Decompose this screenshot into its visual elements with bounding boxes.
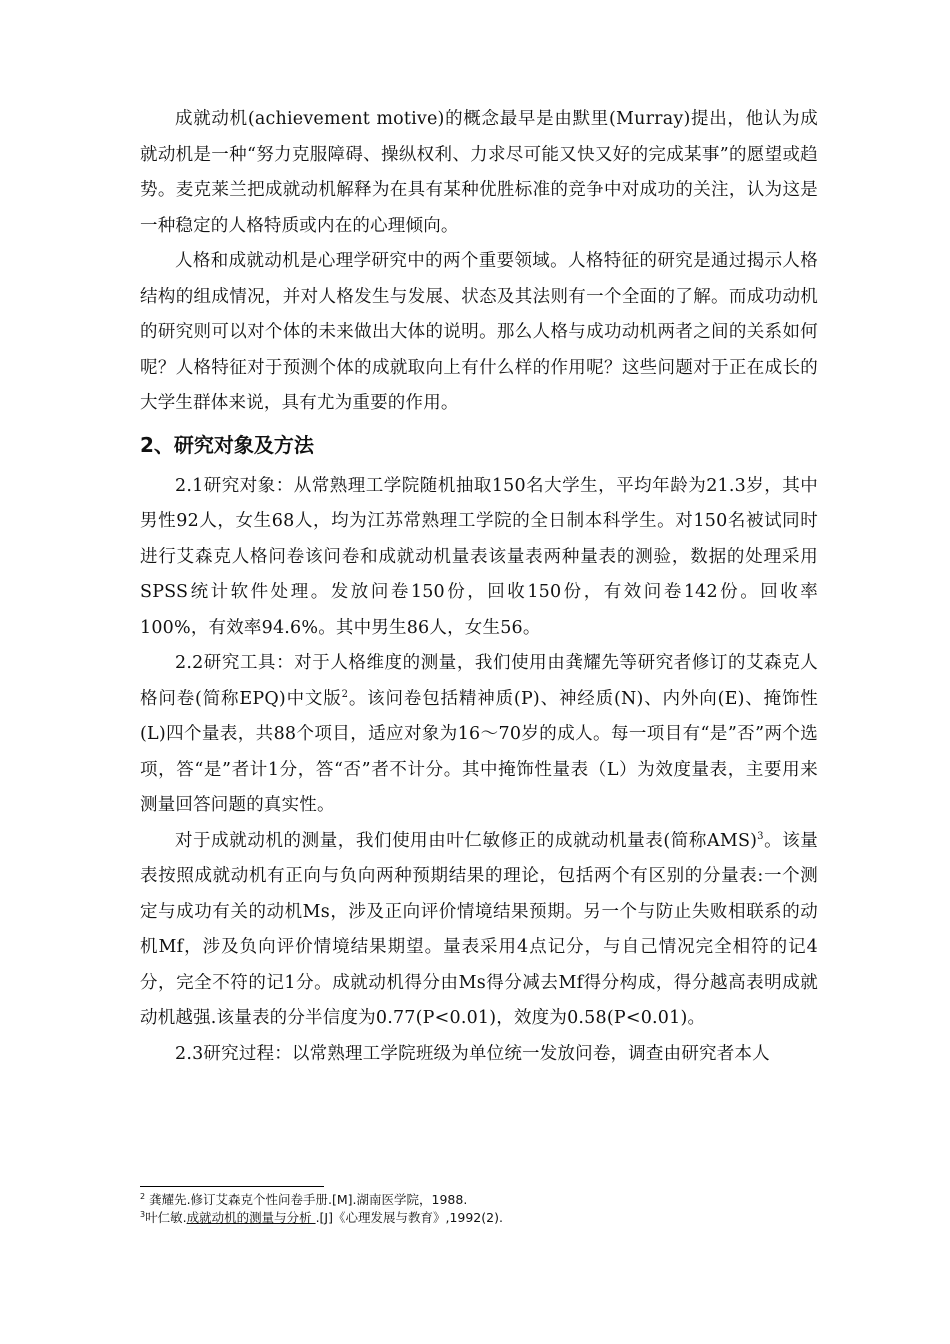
footnote-3-number: 3 — [140, 1209, 146, 1219]
ams-text-cont: 。该量表按照成就动机有正向与负向两种预期结果的理论，包括两个有区别的分量表:一个测定与成功有关的动机Ms，涉及正向评价情境结果预期。另一个与防止失败相联系的动机Mf，涉及负向评价情境结果期望。量表采用4点记分，与自己情况完全相符的记4分，完全不符的记1分。成就动机得分由Ms得分减去Mf得分构成，得分越高表明成就动机越强.该量表的分半信度为0.77(P<0.01)，效度为0.58(P<0.01)。 — [140, 830, 819, 1028]
footnote-ref-2[interactable]: 2 — [341, 688, 349, 700]
paragraph-research-process: 2.3研究过程：以常熟理工学院班级为单位统一发放问卷，调查由研究者本人 — [175, 1043, 770, 1064]
footnote-3 — [140, 1209, 840, 1227]
footnote-3-source: .[J]《心理发展与教育》,1992(2). — [315, 1210, 503, 1225]
footnote-2-number: 2 — [140, 1191, 146, 1201]
research-tools-text: 2.2研究工具：对于人格维度的测量，我们使用由龚耀先等研究者修订的艾森克人格问卷(简称EPQ)中文版 — [140, 653, 818, 709]
footnote-2-text: 龚耀先.修订艾森克个性问卷手册.[M].湖南医学院，1988. — [145, 1192, 468, 1207]
footnote-2 — [140, 1191, 840, 1209]
footnotes — [140, 1191, 840, 1227]
paragraph-personality-and-motive: 人格和成就动机是心理学研究中的两个重要领域。人格特征的研究是通过揭示人格结构的组成情况，并对人格发生与发展、状态及其法则有一个全面的了解。而成功动机的研究则可以对个体的未来做出大体的说明。那么人格与成功动机两者之间的关系如何呢？人格特征对于预测个体的成就取向上有什么样的作用呢？这些问题对于正在成长的大学生群体来说，具有尤为重要的作用。 — [140, 251, 818, 413]
footnote-3-author: 叶仁敏. — [145, 1210, 187, 1225]
paragraph-achievement-motive-definition: 成就动机(achievement motive)的概念最早是由默里(Murray)提出，他认为成就动机是一种“努力克服障碍、操纵权利、力求尽可能又快又好的完成某事”的愿望或趋势。麦克莱兰把成就动机解释为在具有某种优胜标准的竞争中对成功的关注，认为这是一种稳定的人格特质或内在的心理倾向。 — [140, 109, 818, 236]
footnote-separator — [140, 1186, 324, 1187]
research-tools-text-cont: 。该问卷包括精神质(P)、神经质(N)、内外向(E)、掩饰性(L)四个量表，共88个项目，适应对象为16～70岁的成人。每一项目有“是”否”两个选项，答“是”者计1分，答“否”者不计分。其中掩饰性量表（L）为效度量表，主要用来测量回答问题的真实性。 — [140, 688, 818, 815]
section-heading: 2、研究对象及方法 — [140, 432, 314, 457]
paragraph-research-tools — [140, 646, 818, 824]
paragraph-research-subjects: 2.1研究对象：从常熟理工学院随机抽取150名大学生，平均年龄为21.3岁，其中男性92人，女生68人，均为江苏常熟理工学院的全日制本科学生。对150名被试同时进行艾森克人格问卷该问卷和成就动机量表该量表两种量表的测验，数据的处理采用SPSS统计软件处理。发放问卷150份，回收150份，有效问卷142份。回收率100%，有效率94.6%。其中男生86人，女生56。 — [140, 475, 818, 638]
ams-text: 对于成就动机的测量，我们使用由叶仁敏修正的成就动机量表(简称AMS) — [175, 830, 758, 851]
paragraph-ams-measurement — [140, 824, 818, 1037]
footnote-ref-3[interactable]: 3 — [757, 830, 764, 842]
footnote-3-title-link[interactable]: 成就动机的测量与分析 — [186, 1210, 316, 1225]
body-text — [140, 102, 818, 1072]
